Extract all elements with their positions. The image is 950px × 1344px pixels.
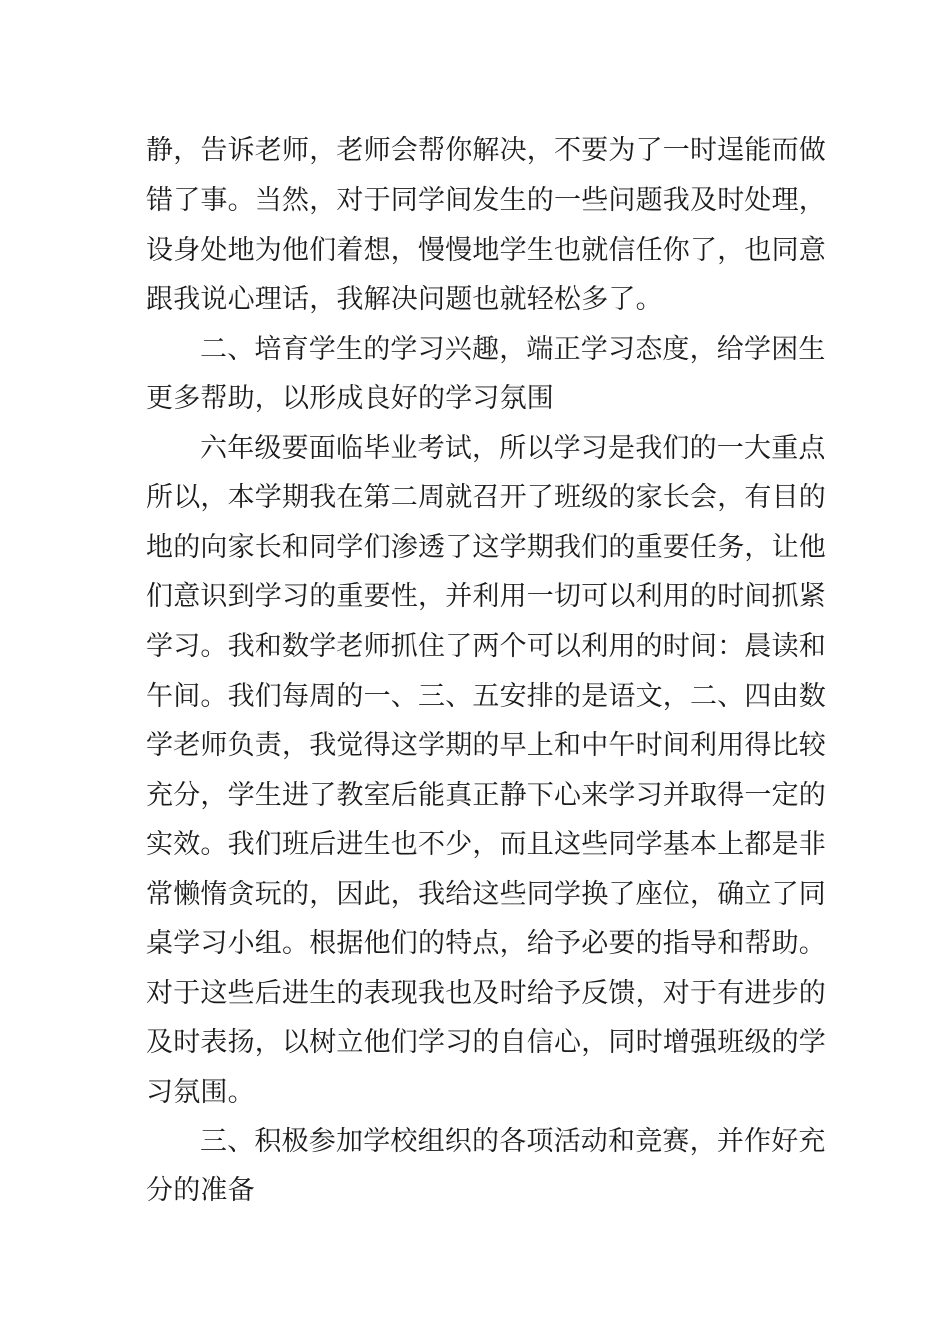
text-line: 设身处地为他们着想，慢慢地学生也就信任你了，也同意 — [146, 235, 826, 266]
text-line: 地的向家长和同学们渗透了这学期我们的重要任务，让他 — [146, 532, 826, 563]
text-line: 桌学习小组。根据他们的特点，给予必要的指导和帮助。 — [146, 928, 826, 959]
section-heading-line: 二、培育学生的学习兴趣，端正学习态度，给学困生 — [200, 334, 826, 365]
text-line: 跟我说心理话，我解决问题也就轻松多了。 — [146, 284, 663, 315]
text-line: 们意识到学习的重要性，并利用一切可以利用的时间抓紧 — [146, 581, 826, 612]
text-line: 错了事。当然，对于同学间发生的一些问题我及时处理， — [146, 185, 826, 216]
text-line: 充分，学生进了教室后能真正静下心来学习并取得一定的 — [146, 780, 826, 811]
text-line: 六年级要面临毕业考试，所以学习是我们的一大重点 — [200, 433, 826, 464]
text-line: 常懒惰贪玩的，因此，我给这些同学换了座位，确立了同 — [146, 879, 826, 910]
text-line: 午间。我们每周的一、三、五安排的是语文，二、四由数 — [146, 681, 826, 712]
text-line: 所以，本学期我在第二周就召开了班级的家长会，有目的 — [146, 482, 826, 513]
text-line: 学老师负责，我觉得这学期的早上和中午时间利用得比较 — [146, 730, 826, 761]
text-line: 学习。我和数学老师抓住了两个可以利用的时间：晨读和 — [146, 631, 826, 662]
text-line: 对于这些后进生的表现我也及时给予反馈，对于有进步的 — [146, 978, 826, 1009]
text-line: 及时表扬，以树立他们学习的自信心，同时增强班级的学 — [146, 1027, 826, 1058]
section-heading-line: 更多帮助，以形成良好的学习氛围 — [146, 383, 554, 414]
section-heading-line: 三、积极参加学校组织的各项活动和竞赛，并作好充 — [200, 1126, 826, 1157]
section-heading-line: 分的准备 — [146, 1175, 255, 1206]
text-line: 习氛围。 — [146, 1077, 255, 1108]
text-line: 静，告诉老师，老师会帮你解决，不要为了一时逞能而做 — [146, 135, 826, 166]
text-line: 实效。我们班后进生也不少，而且这些同学基本上都是非 — [146, 829, 826, 860]
